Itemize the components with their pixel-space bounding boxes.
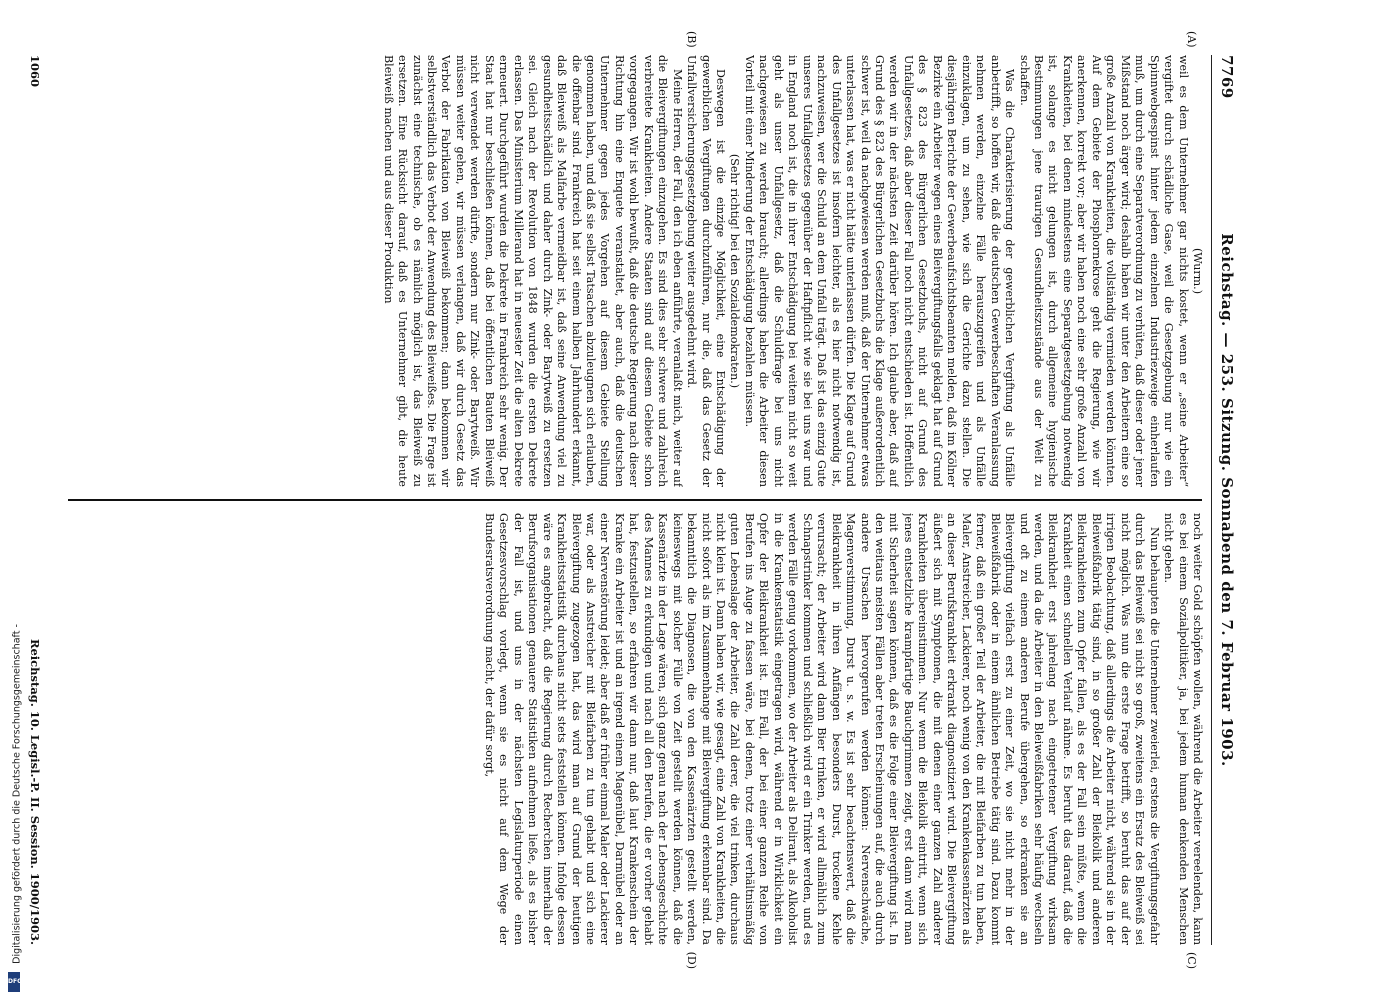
speaker-name: (Wurm.): [1191, 247, 1204, 295]
margin-marker-a: (A): [1185, 31, 1198, 48]
header-rule: [1211, 55, 1212, 945]
page-number-bottom: 1060: [28, 55, 42, 88]
scanned-page: [0, 25, 1258, 975]
right-column: [58, 513, 1204, 945]
credit-text: Digitalisierung gefördert durch die Deutsche Forschungsgemeinschaft -: [11, 624, 23, 964]
page-footer: [24, 55, 42, 945]
dfg-logo: DFG: [8, 972, 20, 992]
paragraph: Was die Charakterisierung der gewerblichen Vergiftung als Unfälle anbetrifft, so hoffen wir, daß die deutschen Gewerbeschaften Veranlassung nehmen werden, einzelne Fälle herauszugreifen und als Unfälle einzuklagen, um zu sehen, wie sich die Gerichte dazu stellen. Die diesjährigen Berichte der Gewerbeaufsichtsbeamten melden, daß im Kölner Bezirke ein Arbeiter wegen eines Bleivergiftungsfalls geklagt hat auf Grund des § 823 des Bürgerlichen Gesetzbuchs, nicht auf Grund des Unfallgesetzes, daß aber dieser Fall noch nicht entschieden ist. Hoffentlich werden wir in der nächsten Zeit darüber hören. Ich glaube aber, daß auf Grund des § 823 des Bürgerlichen Gesetzbuchs die Klage außerordentlich schwer ist, weil da nachgewiesen werden muß, daß der Unternehmer etwas unterlassen hat, was er nicht hätte unterlassen dürfen. Die Klage auf Grund des Unfallgesetzes ist insofern leichter, als es hier nicht notwendig ist, nachzuweisen, wer die Schuld an dem Unfall trägt. Daß ist das einzig Gute unseres Unfallgesetzes gegenüber der Haftpflicht wie sie bei uns war und in England noch ist, die in ihrer Entschädigung bei weitem nicht so weit geht als unser Unfallgesetz, daß die Schuldfrage bei uns nicht nachgewiesen zu werden braucht; allerdings haben die Arbeiter diesen Vorteil mit einer Minderung der Entschädigung bezahlen müssen.: [742, 55, 1017, 487]
digitization-credit: [10, 594, 24, 994]
paragraph: noch weiter Gold schöpfen wollen, während die Arbeiter vereelenden, kann es bei einem Sozialpolitiker, ja, bei jedem human denkenden Menschen nicht geben.: [1162, 513, 1204, 945]
margin-marker-d: (D): [685, 951, 698, 969]
paragraph: Meine Herren, der Fall, den ich eben anführte, veranlaßt mich, weiter auf die Bleivergiftungen einzugehen. Es sind dies sehr schwere und zahlreich verbreitete Krankheiten. Andere Staaten sind auf diesem Gebiete schon vorgegangen. Wir ist wohl bewußt, daß die deutsche Regierung nach dieser Richtung hin eine Enquete veranstaltet, aber auch, daß die deutschen Unternehmer gegen jedes Vorgehen auf diesem Gebiete Stellung genommen haben, und daß sie selbst Tatsachen abzuleugnen sich erlauben, die offenbar sind. Frankreich hat seit einem halben Jahrhundert erkannt, daß Bleiweiß als Malfarbe vermeidbar ist, daß seine Anwendung viel zu gesundheitsschädlich und daher durch Zink- oder Barytweiß zu ersetzen sei. Gleich nach der Revolution von 1848 wurden die ersten Dekrete erlassen. Das Ministerium Millerand hat in neuester Zeit die alten Dekrete erneuert. Durchgeführt wurden die Dekrete in Frankreich sehr wenig. Der Staat hat nur beschließen können, daß bei öffentlichen Bauten Bleiweiß nicht verwendet werden dürfte, sondern nur Zink- oder Barytweiß. Wir müssen weiter gehen, wir müssen verlangen, daß wir durch Gesetz das Verbot der Fabrikation von Bleiweiß bekommen; dann bekommen wir selbstverständlich das Verbot der Anwendung des Bleiweißes. Die Frage ist zunächst eine technische, ob es nämlich möglich ist, das Bleiweiß zu ersetzen. Eine Rücksicht darauf, daß es Unternehmer gibt, die heute Bleiweiß machen und aus dieser Produktion: [381, 55, 684, 487]
paragraph: Nun behaupten die Unternehmer zweierlei, erstens die Vergiftungsgefahr durch das Bleiweiß sei nicht so groß, zweitens ein Ersatz des Bleiweiß sei nicht möglich. Was nun die erste Frage betrifft, so beruht das auf der irrigen Beobachtung, daß allerdings die Arbeiter nicht, während sie in der Bleiweißfabrik tätig sind, in so großer Zahl der Bleikolik und anderen Bleikrankheiten zum Opfer fallen, als es der Fall sein müßte, wenn die Krankheit einen schnellen Verlauf nähme. Es beruht das darauf, daß die Bleikrankheit erst jahrelang nach eingetretener Vergiftung wirksam werden, und da die Arbeiter in den Bleiweißfabriken sehr häufig wechseln und oft zu einem anderen Berufe übergehen, so erkranken sie an Bleivergiftung vielfach erst zu einer Zeit, wo sie nicht mehr in der Bleiweißfabrik oder in einem ähnlichen Betriebe tätig sind. Dazu kommt ferner, daß ein großer Teil der Arbeiter, die mit Bleifarben zu tun haben, Maler, Anstreicher, Lackierer, noch wenig von den Krankenkassenärzten als an dieser Berufskrankheit erkrankt diagnostiziert wird. Die Bleivergiftung äußert sich mit Symptomen, die mit denen einer ganzen Zahl anderer Krankheiten übereinstimmen. Nur wenn die Bleikolik eintritt, wenn sich jenes entsetzliche krampfartige Bauchgrimmen zeigt, erst dann wird man mit Sicherheit sagen können, daß es die Folge einer Bleivergiftung ist. In den weitaus meisten Fällen aber treten Erscheinungen auf, die auch durch andere Ursachen hervorgerufen werden können: Nervenschwäche, Magenverstimmung, Durst u. s. w. Es ist sehr beachtenswert, daß die Bleikrankheit in ihren Anfängen besonders Durst, trockene Kehle verursacht; der Arbeiter wird dann Bier trinken, er wird allmählich zum Schnapstrinker kommen und schließlich wird er ein Trinker werden, und es werden Fälle genug vorkommen, wo der Arbeiter als Delirant, als Alkoholist in die Krankenstatistik eingetragen wird, während er in Wirklichkeit ein Opfer der Bleikrankheit ist. Ein Fall, der bei einer ganzen Reihe von Berufen ins Auge zu fassen wäre, bei denen, trotz einer verhältnismäßig guten Lebenslage der Arbeiter, die Zahl derer, die viel trinken, durchaus nicht klein ist. Dann haben wir, wie gesagt, eine Zahl von Krankheiten, die nicht sofort als im Zusammenhange mit Bleivergiftung erkennbar sind. Da bekanntlich die Diagnosen, die von den Kassenärzten gestellt werden, keineswegs mit solcher Fülle von Zeit gestellt werden können, daß die Kassenärzte in der Lage wären, sich ganz genau nach der Lebensgeschichte des Mannes zu erkundigen und nach all den Berufen, die er vorher gehabt hat, festzustellen, so erfahren wir dann nur, daß laut Krankenschein der Kranke ein Arbeiter ist und an irgend einem Magenübel, Darmübel oder an einer Nervenstörung leidet; aber daß er früher einmal Maler oder Lackierer war, oder als Anstreicher mit Bleifarben zu tun gehabt und sich eine Bleivergiftung zugezogen hat, das wird man auf Grund der heutigen Krankheitsstatistik durchaus nicht stets feststellen können. Infolge dessen wäre es angebracht, daß die Regierung durch Recherchen innerhalb der Berufsorganisationen genauere Statistiken aufnehmen ließe, als es bisher der Fall ist, und uns in der nächsten Legislaturperiode einen Gesetzesvorschlag vorlegt, wenn sie es nicht auf dem Wege der Bundesratsverordnung macht, der dafür sorgt,: [482, 513, 1161, 945]
margin-marker-c: (C): [1185, 952, 1198, 969]
page-header: [1214, 55, 1236, 945]
left-column: [58, 55, 1204, 487]
margin-marker-b: (B): [685, 31, 698, 48]
page-number-top: 7769: [1218, 55, 1236, 99]
page-title: Reichstag. — 253. Sitzung. Sonnabend den 7. Februar 1903.: [1218, 233, 1236, 767]
journal-citation: Reichstag. 10. Legisl.-P. II. Session. 1900/1903.: [28, 638, 42, 945]
paragraph: Deswegen ist die einzige Möglichkeit, eine Entschädigung der gewerblichen Vergiftungen durchzuführen, nur die, daß das Gesetz der Unfallversicherungsgesetzgebung weiter ausgedehnt wird.: [685, 55, 728, 487]
paragraph: weil es dem Unternehmer gar nichts kostet, wenn er „seine Arbeiter“ vergiftet durch schädliche Gase, weil die Gesetzgebung nur wie ein Spinnwebgespinst hinter jedem einzelnen Industriezweige einherlaufen muß, um durch eine Separatverordnung zu verhüten, daß dieser oder jener Mißstand noch ärger wird; deshalb haben wir unter den Arbeitern eine so große Anzahl von Krankheiten, die vollständig vermieden werden könnten. Auf dem Gebiete der Phosphornekrose geht die Regierung, wie wir anerkennen, korrekt vor; aber wir haben noch eine sehr große Anzahl von Krankheiten, bei denen mindestens eine Separatgesetzgebung notwendig ist, solange es nicht gelungen ist, durch allgemeine hygienische Bestimmungen jene traurigen Gesundheitszustände aus der Welt zu schaffen.: [1017, 55, 1190, 487]
column-divider: [68, 499, 1202, 501]
interjection: (Sehr richtig! bei den Sozialdemokraten.): [728, 153, 742, 389]
